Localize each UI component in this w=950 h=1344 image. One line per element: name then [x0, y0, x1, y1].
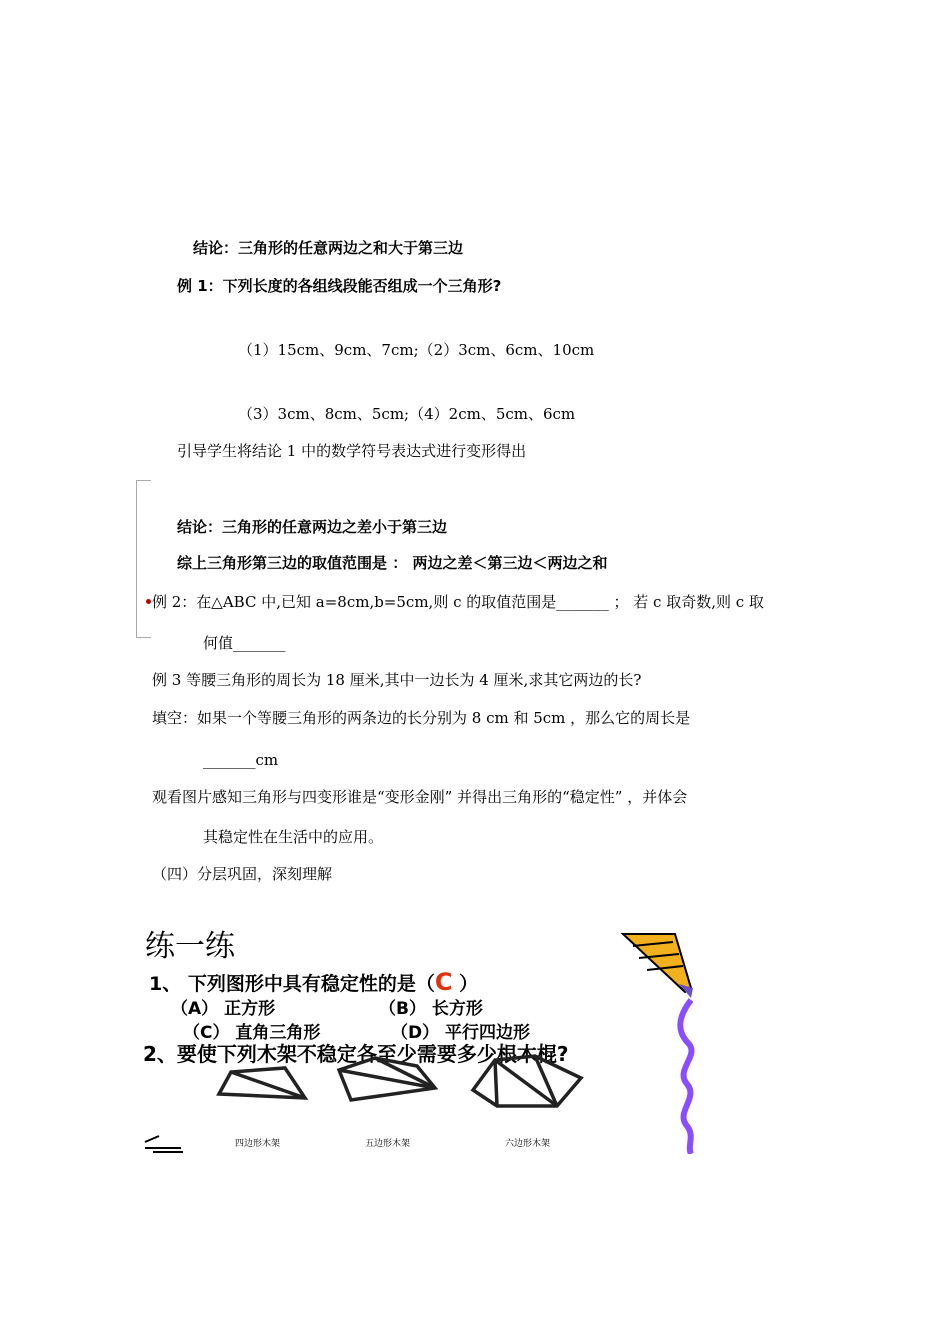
slide-title: 练一练	[145, 930, 235, 964]
range-summary: 综上三角形第三边的取值范围是 ： 两边之差＜第三边＜两边之和	[177, 554, 608, 572]
example-3: 例 3 等腰三角形的周长为 18 厘米,其中一边长为 4 厘米,求其它两边的长?	[152, 671, 642, 689]
section-4-heading: （四）分层巩固，深刻理解	[152, 865, 333, 883]
pentagon-frame	[339, 1058, 435, 1100]
example-1-row-2: （3）3cm、8cm、5cm;（4）2cm、5cm、6cm	[238, 405, 576, 423]
slide-question-1-suffix: ）	[452, 973, 479, 995]
example-1-question: 例 1：下列长度的各组线段能否组成一个三角形?	[177, 277, 502, 295]
fill-blank-line-2: _______cm	[203, 751, 279, 769]
exercise-slide-image	[143, 930, 703, 1154]
example-2-line-1: 例 2：在△ABC 中,已知 a=8cm,b=5cm,则 c 的取值范围是_______ ； 若 c 取奇数,则 c 取	[152, 593, 764, 611]
quadrilateral-frame	[219, 1068, 305, 1098]
slide-graphics	[143, 930, 703, 1154]
caption-quadrilateral: 四边形木架	[235, 1139, 281, 1149]
slide-question-1-answer: C	[434, 968, 453, 996]
corner-decoration	[145, 1136, 183, 1152]
observe-line-2: 其稳定性在生活中的应用。	[203, 828, 384, 846]
conclusion-2: 结论：三角形的任意两边之差小于第三边	[177, 518, 448, 536]
example-1-row-1: （1）15cm、9cm、7cm;（2）3cm、6cm、10cm	[238, 341, 595, 359]
slide-question-1-prefix: 1、 下列图形中具有稳定性的是（	[149, 973, 435, 995]
conclusion-1: 结论：三角形的任意两边之和大于第三边	[193, 239, 464, 257]
observe-line-1: 观看图片感知三角形与四变形谁是“变形金刚” 并得出三角形的“稳定性” ，并体会	[152, 788, 688, 806]
guide-text: 引导学生将结论 1 中的数学符号表达式进行变形得出	[177, 442, 527, 460]
option-b: （B） 长方形	[379, 999, 483, 1019]
pencil-icon	[623, 934, 693, 998]
option-c: （C） 直角三角形	[183, 1023, 321, 1043]
example-2-line-2: 何值_______	[203, 634, 286, 652]
comment-marker	[146, 599, 151, 604]
fill-blank-line-1: 填空：如果一个等腰三角形的两条边的长分别为 8 cm 和 5cm ，那么它的周长是	[152, 709, 691, 727]
caption-hexagon: 六边形木架	[505, 1139, 551, 1149]
comment-bracket	[136, 480, 151, 638]
option-a: （A） 正方形	[171, 999, 276, 1019]
hexagon-frame	[473, 1056, 581, 1106]
squiggle-line	[680, 1000, 691, 1154]
caption-pentagon: 五边形木架	[365, 1139, 411, 1149]
slide-question-2: 2、要使下列木架不稳定各至少需要多少根木棍?	[143, 1042, 569, 1066]
option-d: （D） 平行四边形	[391, 1023, 531, 1043]
